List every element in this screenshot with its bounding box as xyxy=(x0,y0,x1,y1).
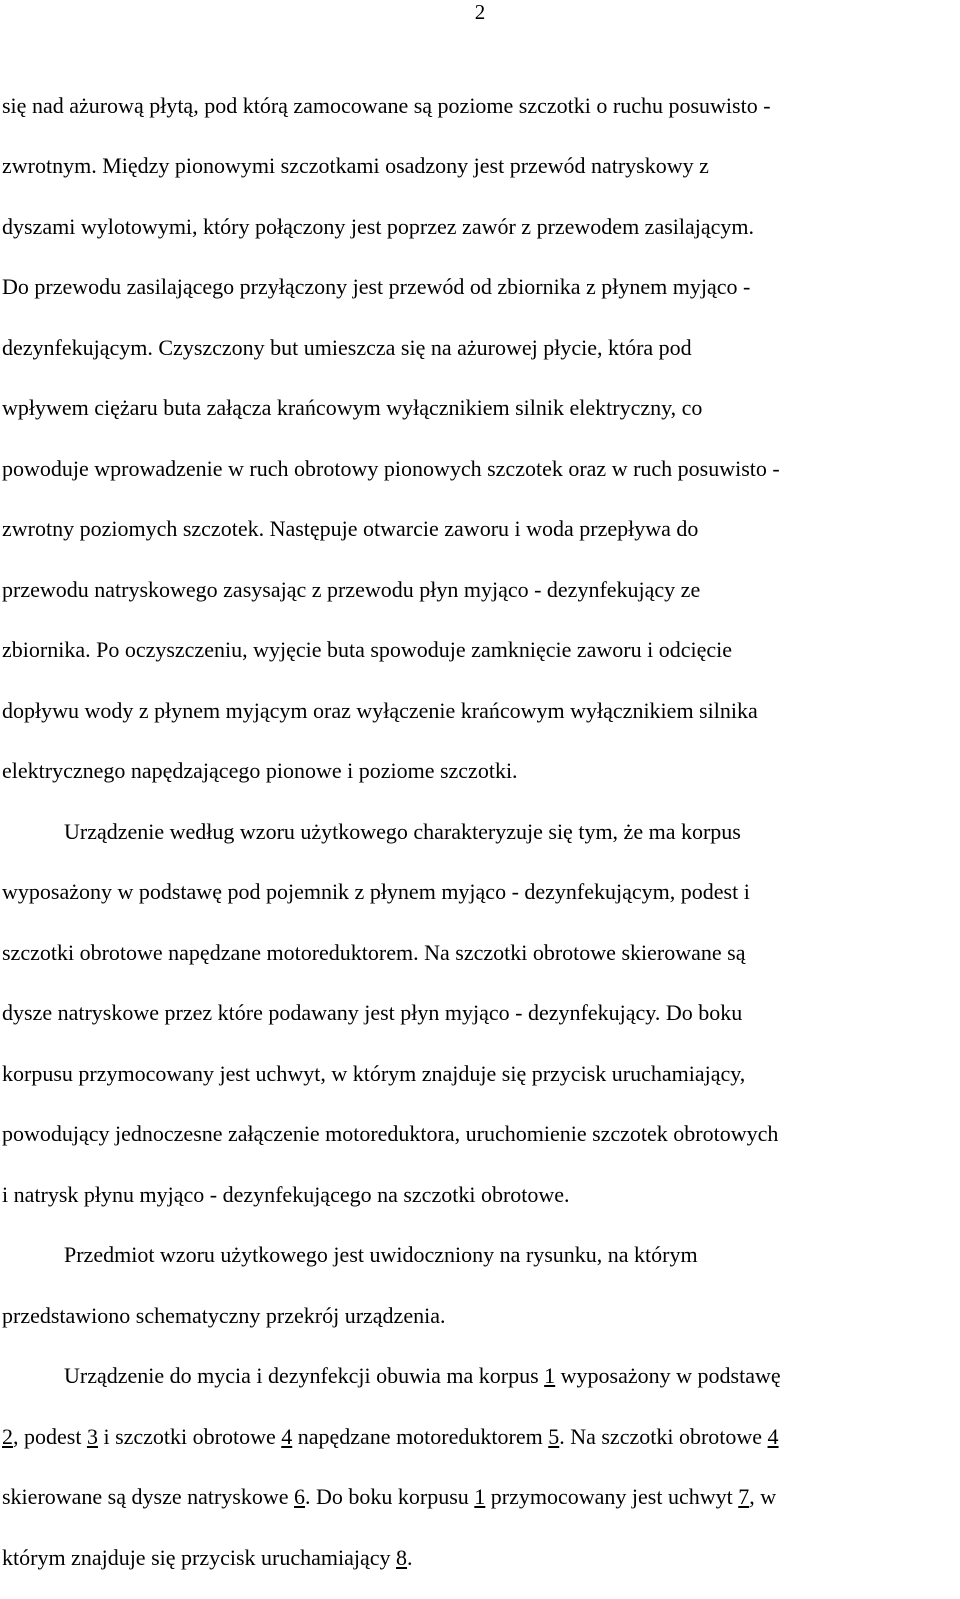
reference-numeral: 8 xyxy=(396,1545,408,1570)
text-line: przedstawiono schematyczny przekrój urządzenia. xyxy=(2,1303,446,1328)
text-line: szczotki obrotowe napędzane motoreduktorem. Na szczotki obrotowe skierowane są xyxy=(2,940,746,965)
reference-numeral: 3 xyxy=(86,1424,98,1449)
text-line: powoduje wprowadzenie w ruch obrotowy pionowych szczotek oraz w ruch posuwisto - xyxy=(2,456,780,481)
text-line: skierowane są dysze natryskowe 6. Do boku korpusu 1 przymocowany jest uchwyt 7, w xyxy=(2,1484,777,1509)
text-line: Urządzenie do mycia i dezynfekcji obuwia ma korpus 1 wyposażony w podstawę xyxy=(64,1363,781,1388)
text-line: wpływem ciężaru buta załącza krańcowym wyłącznikiem silnik elektryczny, co xyxy=(2,395,703,420)
text-line: dopływu wody z płynem myjącym oraz wyłączenie krańcowym wyłącznikiem silnika xyxy=(2,698,758,723)
reference-numeral: 4 xyxy=(767,1424,779,1449)
reference-numeral: 4 xyxy=(281,1424,293,1449)
text-line: zbiornika. Po oczyszczeniu, wyjęcie buta spowoduje zamknięcie zaworu i odcięcie xyxy=(2,637,732,662)
reference-numeral: 1 xyxy=(544,1363,556,1388)
text-line: elektrycznego napędzającego pionowe i poziome szczotki. xyxy=(2,758,518,783)
text-line: Urządzenie według wzoru użytkowego charakteryzuje się tym, że ma korpus xyxy=(64,819,741,844)
text-line: wyposażony w podstawę pod pojemnik z płynem myjąco - dezynfekującym, podest i xyxy=(2,879,750,904)
page-number: 2 xyxy=(474,0,486,24)
text-line: zwrotnym. Między pionowymi szczotkami osadzony jest przewód natryskowy z xyxy=(2,153,709,178)
reference-numeral: 1 xyxy=(474,1484,486,1509)
reference-numeral: 7 xyxy=(738,1484,750,1509)
reference-numeral: 5 xyxy=(548,1424,560,1449)
text-line: przewodu natryskowego zasysając z przewodu płyn myjąco - dezynfekujący ze xyxy=(2,577,701,602)
text-line: którym znajduje się przycisk uruchamiający 8. xyxy=(2,1545,413,1570)
text-line: powodujący jednoczesne załączenie motoreduktora, uruchomienie szczotek obrotowych xyxy=(2,1121,779,1146)
text-line: dyszami wylotowymi, który połączony jest poprzez zawór z przewodem zasilającym. xyxy=(2,214,755,239)
text-line: dysze natryskowe przez które podawany jest płyn myjąco - dezynfekujący. Do boku xyxy=(2,1000,743,1025)
text-line: 2, podest 3 i szczotki obrotowe 4 napędzane motoreduktorem 5. Na szczotki obrotowe 4 xyxy=(2,1424,779,1449)
text-line: Przedmiot wzoru użytkowego jest uwidoczniony na rysunku, na którym xyxy=(64,1242,698,1267)
text-line: się nad ażurową płytą, pod którą zamocowane są poziome szczotki o ruchu posuwisto - xyxy=(2,93,771,118)
text-line: Do przewodu zasilającego przyłączony jest przewód od zbiornika z płynem myjąco - xyxy=(2,274,751,299)
text-line: i natrysk płynu myjąco - dezynfekującego na szczotki obrotowe. xyxy=(2,1182,570,1207)
text-line: zwrotny poziomych szczotek. Następuje otwarcie zaworu i woda przepływa do xyxy=(2,516,699,541)
text-line: dezynfekującym. Czyszczony but umieszcza się na ażurowej płycie, która pod xyxy=(2,335,692,360)
text-line: korpusu przymocowany jest uchwyt, w którym znajduje się przycisk uruchamiający, xyxy=(2,1061,746,1086)
reference-numeral: 6 xyxy=(294,1484,306,1509)
reference-numeral: 2 xyxy=(2,1424,13,1449)
